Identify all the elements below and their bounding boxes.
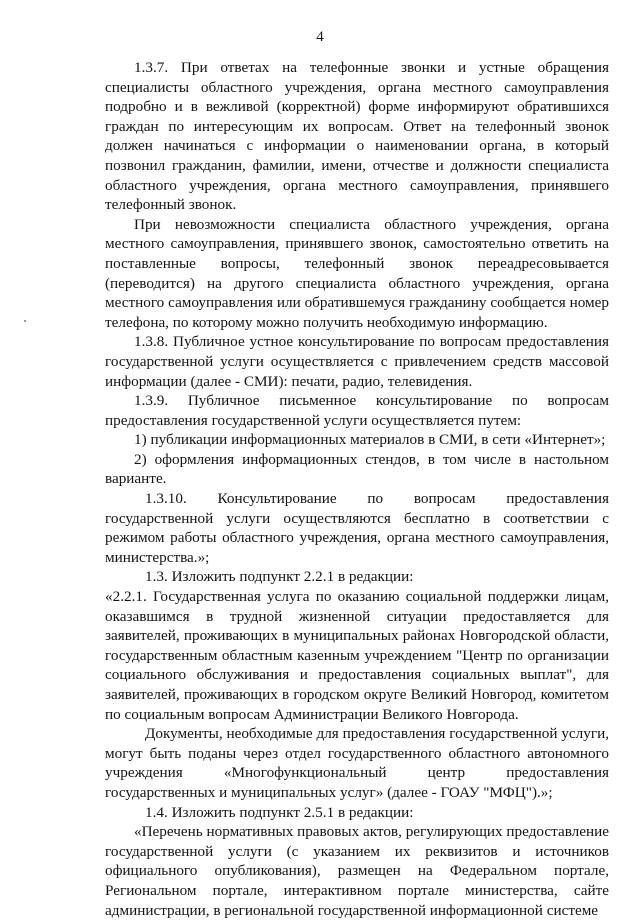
scan-speck	[24, 320, 26, 322]
paragraph-1-3-9: 1.3.9. Публичное письменное консультирование по вопросам предоставления государственной услуги осуществляется путем:	[105, 392, 609, 429]
document-body	[105, 58, 609, 920]
paragraph-1-3-10: 1.3.10. Консультирование по вопросам предоставления государственной услуги осуществляются бесплатно в соответствии с режимом работы областного учреждения, органа местного самоуправления, министерства.»;	[105, 490, 609, 566]
paragraph-2-2-1: «2.2.1. Государственная услуга по оказанию социальной поддержки лицам, оказавшимся в трудной жизненной ситуации предоставляется для заявителей, проживающих в муниципальных районах Новгородской области, государственным областным казенным учреждением "Центр по организации социального обслуживания и предоставления социальных выплат", для заявителей, проживающих в городском округе Великий Новгород, комитетом по социальным вопросам Администрации Великого Новгорода.	[105, 588, 609, 723]
list-item-2: 2) оформления информационных стендов, в том числе в настольном варианте.	[105, 450, 609, 488]
list-item-1: 1) публикации информационных материалов в СМИ, в сети «Интернет»;	[134, 431, 606, 449]
paragraph-1-3-amend: 1.3. Изложить подпункт 2.2.1 в редакции:	[145, 568, 414, 586]
paragraph-1-3-8: 1.3.8. Публичное устное консультирование по вопросам предоставления государственной услуги осуществляется с привлечением средств массовой информации (далее - СМИ): печати, радио, телевидения.	[105, 333, 609, 390]
paragraph-2-5-1: «Перечень нормативных правовых актов, регулирующих предоставление государственной услуги (с указанием их реквизитов и источников официального опубликования), размещен на Федеральном портале, Региональном портале, интерактивном портале министерства, сайте администрации, в региональной государственной информационной системе	[105, 823, 609, 919]
paragraph-documents-mfc: Документы, необходимые для предоставления государственной услуги, могут быть поданы через отдел государственного областного автономного учреждения «Многофункциональный центр предоставления государственных и муниципальных услуг» (далее - ГОАУ "МФЦ").»;	[105, 725, 609, 801]
paragraph-redirect-call: При невозможности специалиста областного учреждения, органа местного самоуправления, принявшего звонок, самостоятельно ответить на поставленные вопросы, телефонный звонок переадресовывается (переводится) на другого специалиста областного учреждения, органа местного самоуправления или обратившемуся гражданину сообщается номер телефона, по которому можно получить необходимую информацию.	[105, 215, 609, 331]
paragraph-1-3-7: 1.3.7. При ответах на телефонные звонки и устные обращения специалисты областного учреждения, органа местного самоуправления подробно и в вежливой (корректной) форме информируют обратившихся граждан по интересующим их вопросам. Ответ на телефонный звонок должен начинаться с информации о наименовании органа, в который позвонил гражданин, фамилии, имени, отчестве и должности специалиста областного учреждения, органа местного самоуправления, принявшего телефонный звонок.	[105, 59, 609, 214]
paragraph-1-4-amend: 1.4. Изложить подпункт 2.5.1 в редакции:	[145, 803, 414, 821]
page-number: 4	[316, 29, 324, 45]
